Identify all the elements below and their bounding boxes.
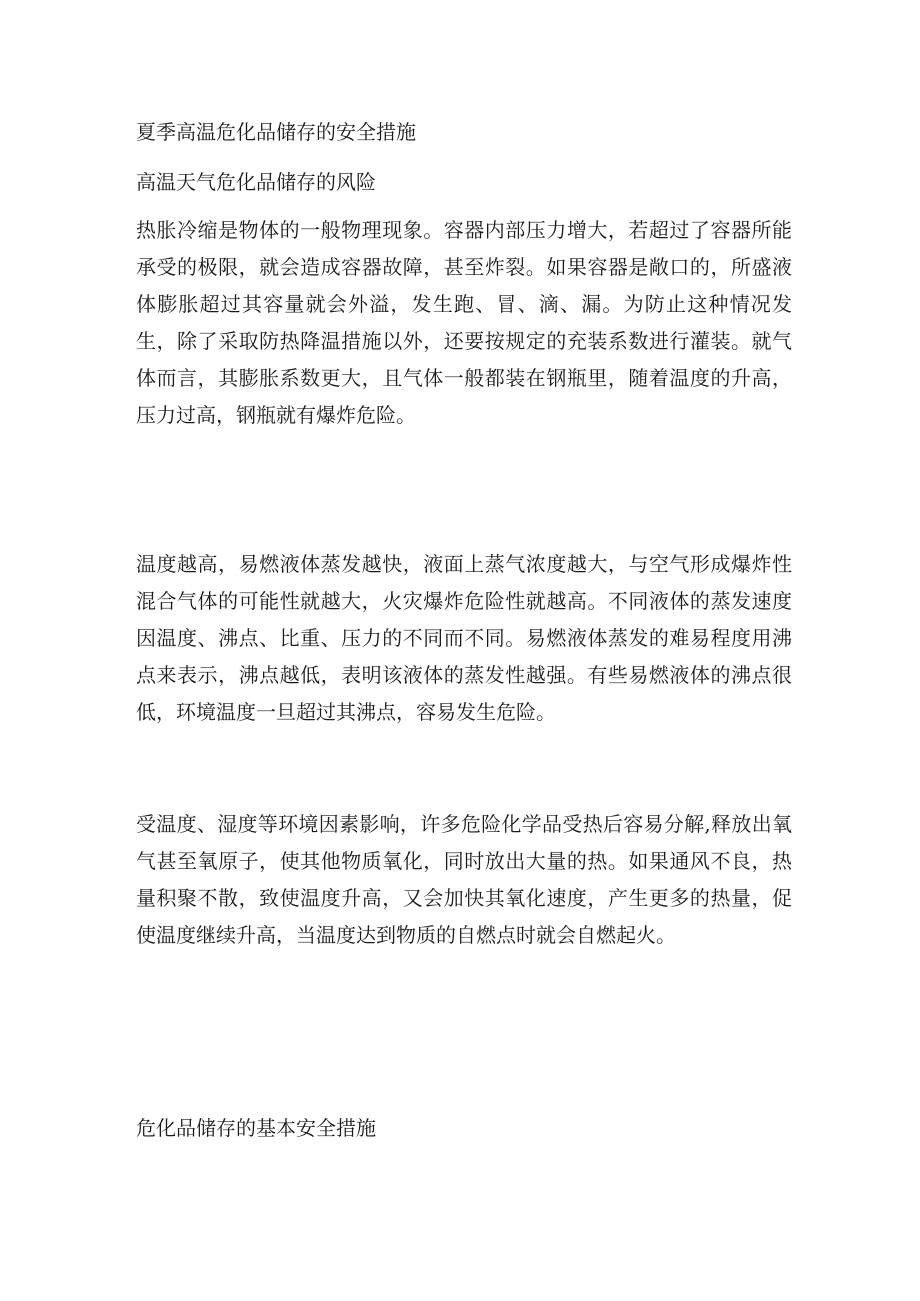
- paragraph-decomposition: 受温度、湿度等环境因素影响，许多危险化学品受热后容易分解,释放出氧气甚至氧原子，使其他物质氧化，同时放出大量的热。如果通风不良，热量积聚不散，致使温度升高，又会加快其氧化速度，产生更多的热量，促使温度继续升高，当温度达到物质的自燃点时就会自燃起火。: [136, 812, 792, 947]
- paragraph-thermal-expansion: 热胀冷缩是物体的一般物理现象。容器内部压力增大，若超过了容器所能承受的极限，就会造成容器故障，甚至炸裂。如果容器是敞口的，所盛液体膨胀超过其容量就会外溢，发生跑、冒、滴、漏。为防止这种情况发生，除了采取防热降温措施以外，还要按规定的充装系数进行灌装。就气体而言，其膨胀系数更大，且气体一般都装在钢瓶里，随着温度的升高，压力过高，钢瓶就有爆炸危险。: [136, 218, 792, 427]
- section-heading-risks: 高温天气危化品储存的风险: [136, 170, 376, 194]
- paragraph-flammable-liquids: 温度越高，易燃液体蒸发越快，液面上蒸气浓度越大，与空气形成爆炸性混合气体的可能性就越大，火灾爆炸危险性就越高。不同液体的蒸发速度因温度、沸点、比重、压力的不同而不同。易燃液体蒸发的难易程度用沸点来表示，沸点越低，表明该液体的蒸发性越强。有些易燃液体的沸点很低，环境温度一旦超过其沸点，容易发生危险。: [136, 552, 792, 724]
- document-title: 夏季高温危化品储存的安全措施: [136, 120, 416, 144]
- section-heading-basic-measures: 危化品储存的基本安全措施: [136, 1116, 376, 1140]
